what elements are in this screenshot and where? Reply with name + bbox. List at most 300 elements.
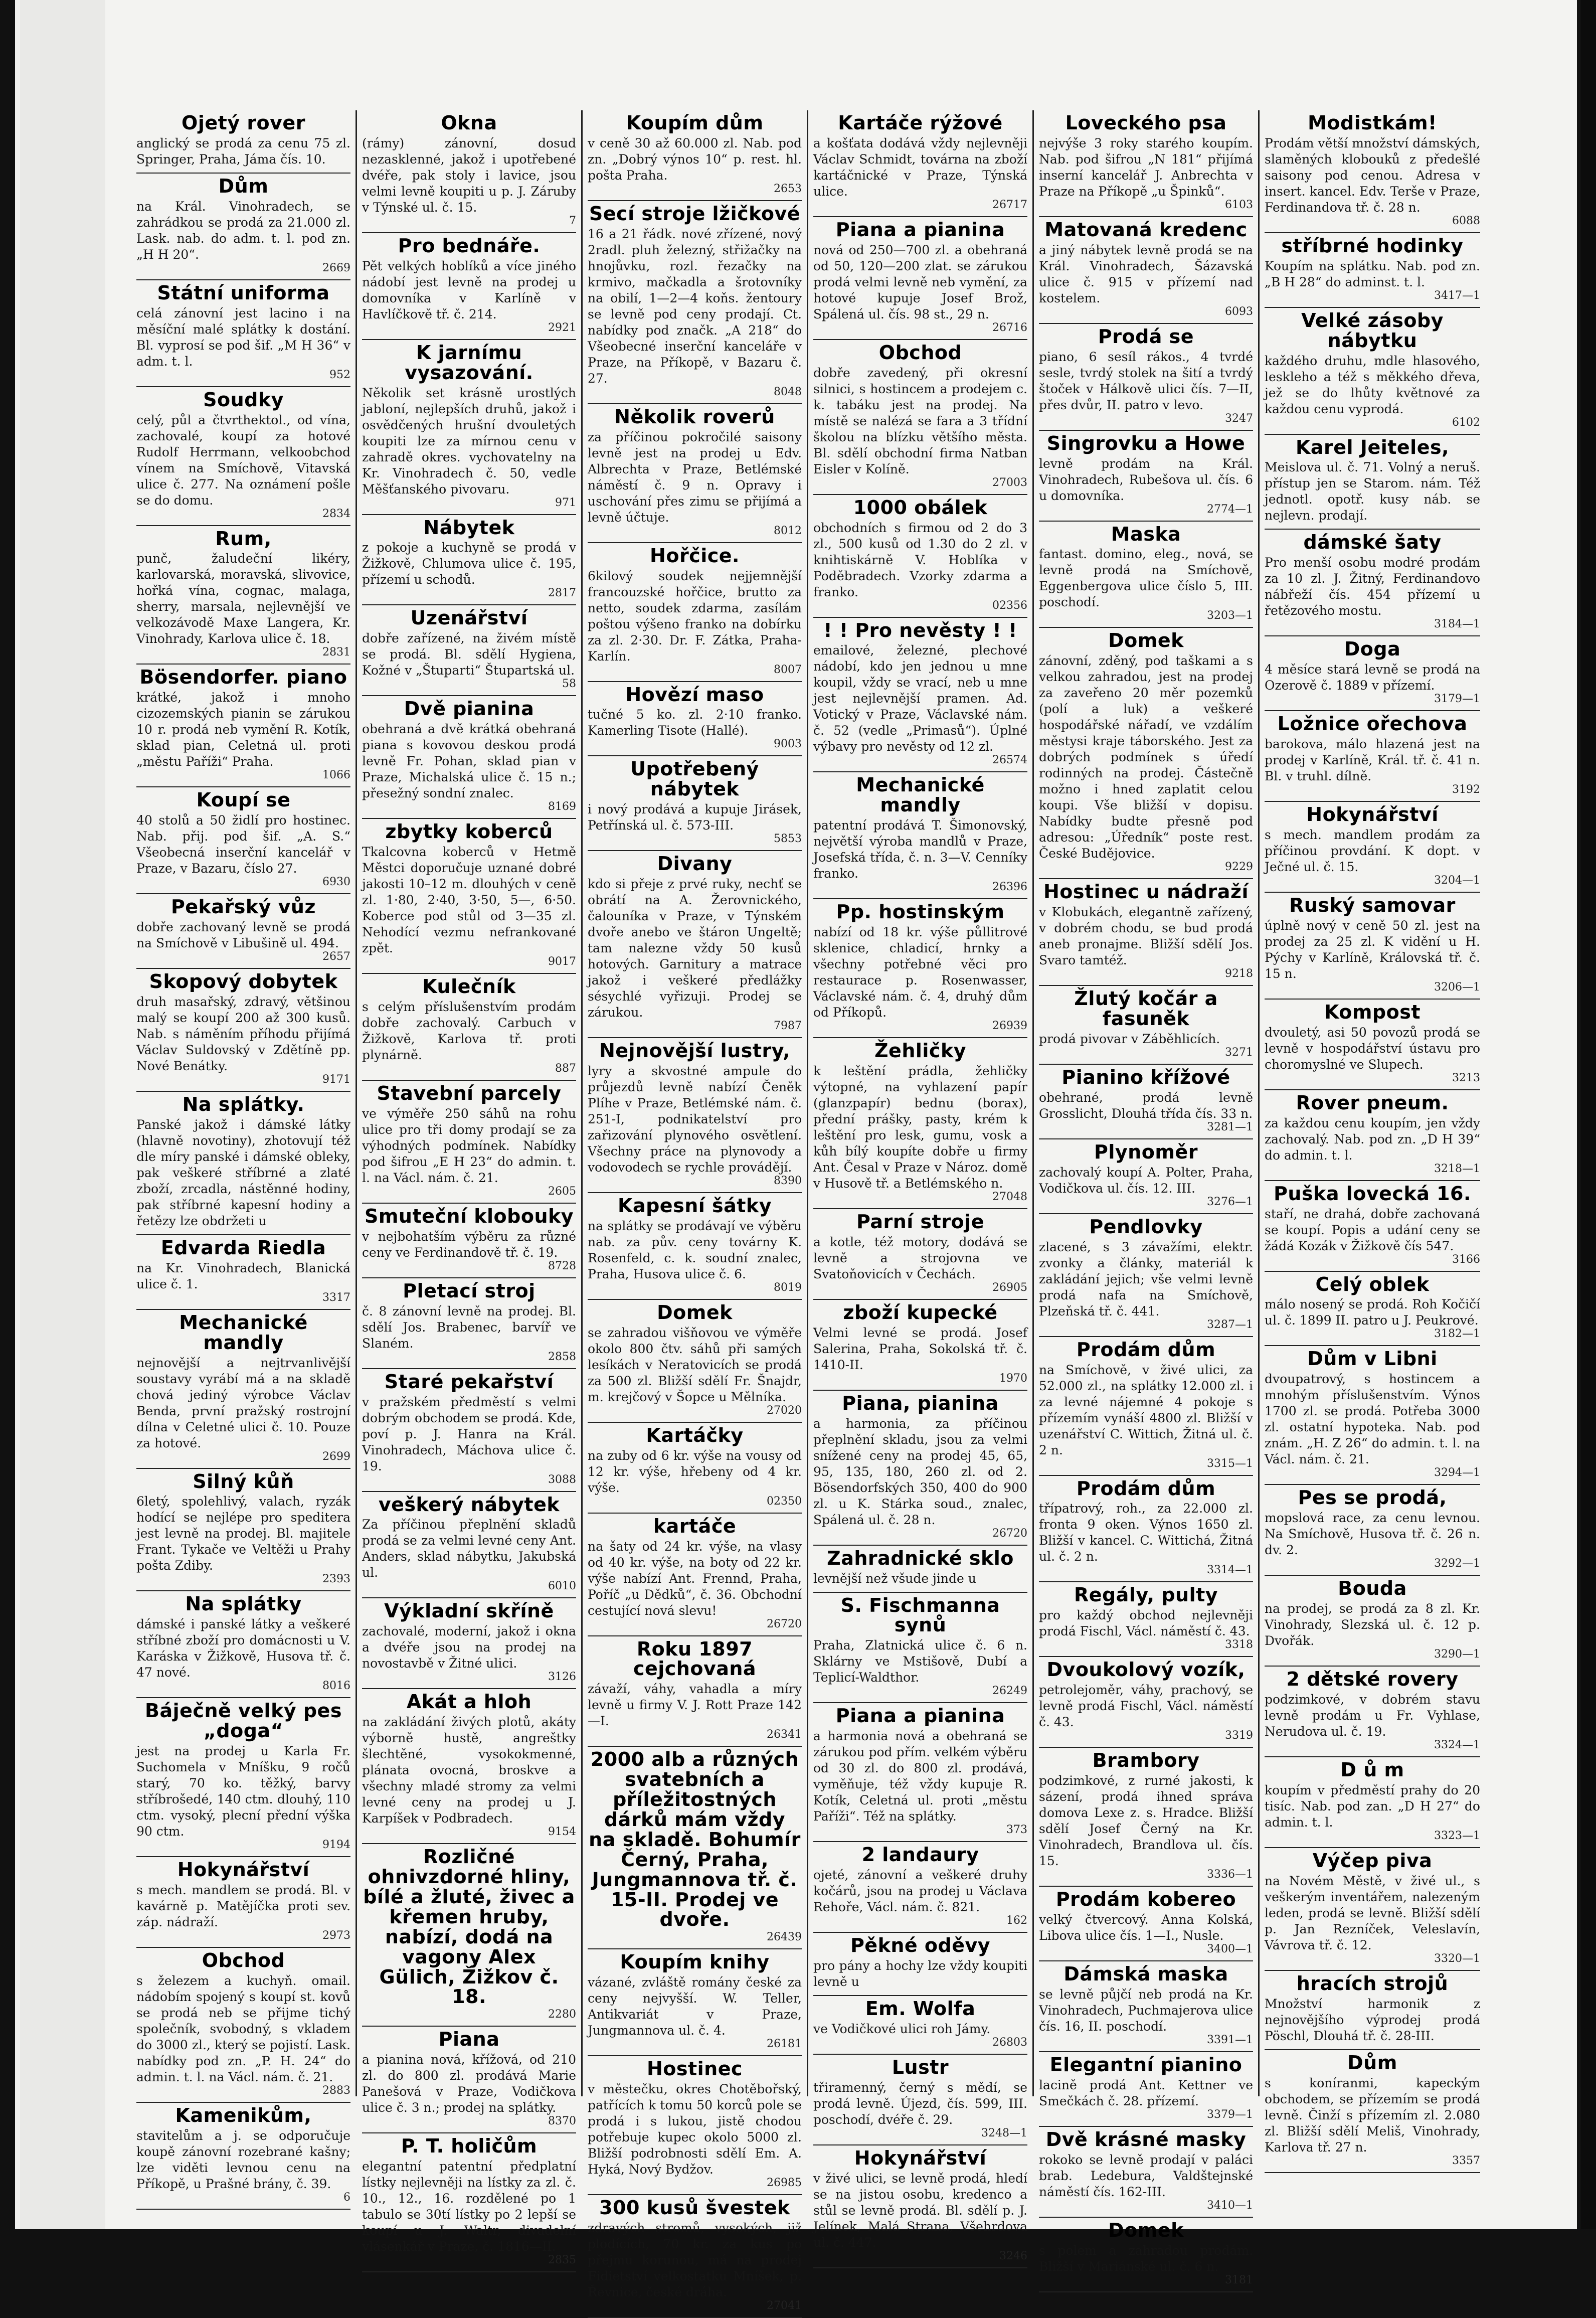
ad-heading: Elegantní pianino: [1049, 2053, 1243, 2076]
classified-ad: [136, 526, 350, 665]
classified-ad: [813, 2055, 1027, 2145]
ad-heading: Plynoměr: [1094, 1140, 1198, 1163]
ad-heading: Prodám kobereo: [1055, 1888, 1236, 1911]
classified-ad: [1265, 636, 1480, 711]
classified-ad: [136, 174, 350, 280]
ad-code: 5853: [774, 833, 802, 846]
classified-ad: [1039, 1139, 1253, 1214]
ad-heading: zbytky koberců: [385, 820, 553, 843]
ad-code: 7987: [774, 1020, 802, 1033]
ad-code: 3319: [1225, 1729, 1253, 1742]
classified-ad: [362, 2027, 576, 2133]
ad-heading: Obchod: [878, 341, 962, 364]
ad-code: 3292—1: [1434, 1557, 1480, 1570]
ad-heading: Piana: [438, 2028, 500, 2051]
ad-body: prodá pivovar v Záběhlicích.: [1039, 1032, 1220, 1047]
ad-body: Tkalcovna koberců v Hetmě Městci doporučuje uznané dobré jakosti 10–12 m. dlouhých v ceně zl. 1·80, 2·40, 3·50, 5—, 6·50. Koberce pod stůl od 3—35 zl. Nehodící vezmu nefrankované zpět.: [362, 845, 576, 956]
ad-code: 26716: [992, 321, 1027, 334]
classified-ad: [1265, 1181, 1480, 1272]
ad-heading: Smuteční klobouky: [364, 1205, 574, 1227]
ad-heading: zboží kupecké: [843, 1301, 998, 1323]
classified-ad: [1039, 1214, 1253, 1337]
ad-heading: Na splátky: [185, 1593, 302, 1615]
ads-column-2: [357, 110, 583, 2267]
classified-ad: [588, 2056, 802, 2195]
ad-body: zánovní, zděný, pod taškami a s velkou zahradou, jest na prodej za zaveřeno 20 měr pozemků (polí a luk) a veškeré hospodářské nářadí, ve vzdálím městysi kraje táborského. Jest za dobrých podmínek s úředí rodinných na prodej. Částečně možno i hned zaplatit celou koupi. Vše bližší v dopisu. Nabídky budte přesně pod adresou: „Úředník“ poste rest. České Budějovice.: [1039, 653, 1253, 861]
classified-ad: [1039, 110, 1253, 217]
ads-column-6: [1260, 110, 1485, 2167]
ad-heading: Singrovku a Howe: [1046, 432, 1246, 454]
ad-body: za příčinou pokročilé saisony levně jest na prodej u Edv. Albrechta v Praze, Betlémské náměstí č. 9 n. Opravy i uschování přes zimu se přijímá a levně účtuje.: [588, 429, 802, 525]
classified-ad: [1265, 1848, 1480, 1971]
ad-heading: Koupím dům: [626, 112, 764, 134]
ad-heading: kartáče: [653, 1515, 737, 1537]
ad-heading: Dům: [218, 175, 269, 197]
ad-code: 3213: [1452, 1071, 1480, 1084]
ad-code: 3181: [1225, 2273, 1253, 2286]
classified-ad: [588, 1636, 802, 1747]
classified-ad: [1039, 1337, 1253, 1476]
ad-code: 3166: [1452, 1253, 1480, 1266]
classified-ad: [1265, 435, 1480, 530]
ad-heading: Dvě krásné masky: [1045, 2128, 1247, 2150]
ad-code: 9171: [322, 1073, 350, 1086]
ad-code: 3400—1: [1207, 1943, 1253, 1956]
ad-body: v nejbohatším výběru za různé ceny ve Ferdinandově tř. č. 19.: [362, 1229, 576, 1260]
ad-body: fantast. domino, eleg., nová, se levně prodá na Smíchově, Eggenbergova ulice číslo 5, III. poschodí.: [1039, 547, 1253, 610]
classified-ad: [362, 515, 576, 606]
ad-code: 3179—1: [1434, 693, 1480, 706]
ad-heading: Dům: [1347, 2051, 1397, 2074]
ad-body: nejvýše 3 roky starého koupím. Nab. pod šifrou „N 181“ přijímá inserní kancelář J. Anbrechta v Praze na Příkopě „u Špinků“.: [1039, 135, 1253, 199]
ad-body: Za příčinou přeplnění skladů prodá se za velmi levné ceny Ant. Anders, sklad nábytku, Jakubská ul.: [362, 1517, 576, 1580]
classified-ad: [1265, 1000, 1480, 1090]
classified-ad: [1265, 110, 1480, 233]
ad-code: 26905: [992, 1281, 1027, 1294]
ad-body: dobře zavedený, při okresní silnici, s hostincem a prodejem c. k. tabáku jest na prodej. Na místě se nalézá se fara a 3 třídní školou na blízku většího města. Bl. sdělí obchodní firma Natban Eisler v Kolíně.: [813, 365, 1027, 476]
classified-ad: [1039, 2218, 1253, 2292]
ad-body: 40 stolů a 50 židlí pro hostinec. Nab. přij. pod šif. „A. S.“ Všeobecná inserční kancelář v Praze, v Bazaru, číslo 27.: [136, 813, 350, 876]
ad-heading: Matovaná kredenc: [1044, 218, 1248, 241]
classified-ad: [588, 404, 802, 543]
page-margin: [20, 0, 105, 2229]
ad-code: 3320—1: [1434, 1952, 1480, 1965]
ad-code: 3218—1: [1434, 1162, 1480, 1175]
ad-heading: Báječně velký pes „doga“: [145, 1700, 342, 1742]
ad-code: 1970: [999, 1372, 1027, 1385]
ad-code: 9017: [548, 955, 576, 968]
ad-body: druh masařský, zdravý, většinou malý se koupí 200 až 300 kusů. Nab. s náměním příhodu přijímá Václav Suldovský v Zdětíně pp. Nové Benátky.: [136, 995, 350, 1074]
ad-code: 26396: [992, 881, 1027, 894]
ad-body: emailové, železné, plechové nádobí, kdo jen jednou u mne koupil, vždy se vrací, neb u mne jest nejlevnější pramen. Ad. Votický v Praze, Václavské nám. č. 52 (vedle „Primasů“). Úplné výbavy pro nevěsty od 12 zl.: [813, 643, 1027, 754]
ad-heading: Kapesní šátky: [618, 1195, 772, 1217]
ad-body: v Klobukách, elegantně zařízený, v dobrém chodu, se bud prodá aneb pronajme. Bližší sdělí Jos. Svaro tamtéž.: [1039, 905, 1253, 968]
ad-heading: Ložnice ořechova: [1277, 713, 1468, 735]
classified-ad: [813, 1996, 1027, 2055]
ad-heading: Bösendorfer. piano: [139, 666, 347, 689]
ad-heading: Mechanické mandly: [856, 774, 985, 816]
ad-heading: Silný kůň: [193, 1470, 294, 1493]
ad-body: ojeté, zánovní a veškeré druhy kočárů, jsou na prodej u Václava Rehoře, Václ. nám. č. 821.: [813, 1868, 1027, 1915]
classified-ad: [813, 110, 1027, 217]
classified-ad: [588, 1038, 802, 1193]
classified-ad: [588, 1423, 802, 1514]
classified-ad: [1265, 1090, 1480, 1181]
ad-heading: Nábytek: [423, 516, 515, 539]
ad-code: 58: [562, 678, 576, 691]
ad-body: v pražském předměstí s velmi dobrým obchodem se prodá. Kde, poví p. J. Hanra na Král. Vinohradech, Máchova ulice č. 19.: [362, 1394, 576, 1473]
ad-code: 3318: [1225, 1638, 1253, 1651]
ad-code: 3336—1: [1207, 1868, 1253, 1881]
ad-heading: Em. Wolfa: [865, 1998, 976, 2020]
ad-body: Pět velkých hoblíků a více jiného nádobí jest levně na prodej u domovníka v Karlíně v Havlíčkově tř. č. 214.: [362, 258, 576, 321]
classified-ad: [588, 543, 802, 682]
ad-body: na šaty od 24 kr. výše, na vlasy od 40 kr. výše, na boty od 22 kr. výše nabízí Ant. Frennd, Praha, Poříč „u Dědků“, č. 36. Obchodní cestující nová slevu!: [588, 1539, 802, 1618]
ad-body: z pokoje a kuchyně se prodá v Žižkově, Chlumova ulice č. 195, přízemí u schodů.: [362, 540, 576, 587]
ad-heading: Hostinec: [646, 2058, 743, 2080]
ad-code: 8728: [548, 1259, 576, 1272]
classified-ad: [588, 2195, 802, 2318]
ad-code: 3206—1: [1434, 980, 1480, 994]
ad-body: dámské i panské látky a veškeré stříbné zboží pro domácnosti u V. Karáska v Žižkově, Husova tř. č. 47 nové.: [136, 1617, 350, 1680]
ad-body: závaží, váhy, vahadla a míry levně u firmy V. J. Rott Praze 142—I.: [588, 1682, 802, 1729]
ad-code: 3271: [1225, 1046, 1253, 1059]
ad-code: 2921: [548, 321, 576, 334]
ad-code: 3246: [999, 2249, 1027, 2262]
classified-ad: [813, 1300, 1027, 1391]
classified-ad: [588, 851, 802, 1038]
ad-heading: hracích strojů: [1296, 1972, 1449, 1995]
ad-code: 26249: [992, 1685, 1027, 1698]
ad-code: 8019: [774, 1281, 802, 1294]
classified-ad: [136, 894, 350, 969]
ad-heading: Výčep piva: [1312, 1849, 1433, 1872]
classified-ad: [588, 110, 802, 201]
classified-ad: [1265, 530, 1480, 636]
ad-body: podzimkové, z rurné jakosti, k sázení, prodá ihned správa domova Lexe z. s. Hradce. Bližší sdělí Josef Černý na Kr. Vinohradech, Brandlova ul. čís. 15.: [1039, 1773, 1253, 1869]
ad-heading: Nejnovější lustry,: [599, 1040, 791, 1062]
ad-body: zachovalý koupí A. Polter, Praha, Vodičkova ul. čís. 12. III.: [1039, 1165, 1253, 1196]
ad-heading: Hokynářství: [1306, 803, 1439, 826]
ad-code: 3276—1: [1207, 1195, 1253, 1208]
classified-ad: [362, 1369, 576, 1492]
ad-body: na Novém Městě, v živé ul., s veškerým inventářem, nalezeným leden, prodá se levně. Bližší sdělí p. Jan Rezníček, Veleslavín, Vávrova tř. č. 12.: [1265, 1873, 1480, 1952]
ad-code: 26803: [992, 2036, 1027, 2049]
ad-body: za každou cenu koupím, jen vždy zachovalý. Nab. pod zn. „D H 39“ do admin. t. l.: [1265, 1115, 1480, 1163]
ad-code: 3203—1: [1207, 609, 1253, 622]
ad-heading: Divany: [657, 853, 733, 875]
ad-code: 8007: [774, 663, 802, 676]
ad-body: na Kr. Vinohradech, Blanická ulice č. 1.: [136, 1260, 350, 1291]
ad-code: 2653: [774, 182, 802, 195]
ad-body: anglický se prodá za cenu 75 zl. Springer, Praha, Jáma čís. 10.: [136, 135, 350, 167]
classified-ads-grid: [131, 110, 1485, 2312]
classified-ad: [362, 340, 576, 515]
classified-ad: [136, 110, 350, 174]
ad-body: punč, žaludeční likéry, karlovarská, moravská, slivovice, hořká vína, cognac, malaga, sherry, marsala, nejlevnější ve velkozávodě Maxe Langera, Kr. Vinohrady, Karlova ulice č. 18.: [136, 551, 350, 646]
ad-heading: Rum,: [215, 527, 272, 550]
ad-body: s železem a kuchyň. omail. nádobím spojený s koupí st. kovů se prodá neb se přijme tichý společník, svobodný, s vkladem do 3000 zl., který se pojistí. Lask. nabídky pod zn. „P. H. 24“ do admin. t. l. na Václ. nám. č. 21.: [136, 1973, 350, 2084]
ad-heading: Soudky: [203, 388, 284, 411]
classified-ad: [813, 217, 1027, 340]
ad-heading: Stavební parcely: [377, 1082, 562, 1105]
ad-code: 2831: [322, 646, 350, 659]
ad-code: 2834: [322, 507, 350, 520]
ad-heading: Celý oblek: [1315, 1273, 1430, 1295]
ad-heading: Pekařský vůz: [170, 896, 316, 918]
ad-heading: Rozličné ohnivzdorné hliny, bílé a žluté, živec a křemen hruby, nabízí, dodá na vagony Alex Gülich, Žižkov č. 18.: [363, 1846, 575, 2008]
ad-heading: Ruský samovar: [1289, 894, 1456, 917]
ad-body: a harmonia nová a obehraná se zárukou pod přím. velkém výběru od 30 zl. do 800 zl. prodává, vyměňuje, též vždy kupuje R. Kotík, Celetná ul. proti „městu Paříži“. Též na splátky.: [813, 1729, 1027, 1824]
classified-ad: [362, 1081, 576, 1204]
classified-ad: [362, 1278, 576, 1369]
ad-body: na Král. Vinohradech, se zahrádkou se prodá za 21.000 zl. Lask. nab. do adm. t. l. pod zn. „H H 20“.: [136, 199, 350, 262]
ad-body: celý, půl a čtvrthektol., od vína, zachovalé, koupí za hotové Rudolf Herrmann, velkoobchod vínem na Smíchově, Vitavská ulice č. 277. Na oznámení pošle se do domu.: [136, 412, 350, 508]
classified-ad: [813, 1593, 1027, 1704]
ad-body: se levně půjčí neb prodá na Kr. Vinohradech, Puchmajerova ulice čís. 16, II. poschodí.: [1039, 1986, 1253, 2034]
ad-body: zlacené, s 3 závažími, elektr. zvonky a články, materiál k zakládání jejich; vše velmi levně prodá nafa na Smíchově, Plzeňská tř. č. 441.: [1039, 1239, 1253, 1318]
classified-ad: [588, 1747, 802, 1949]
ad-code: 2835: [548, 2254, 576, 2267]
classified-ad: [1265, 308, 1480, 435]
ad-code: 9003: [774, 738, 802, 751]
ad-body: nová od 250—700 zl. a obehraná od 50, 120—200 zlat. se zárukou prodá velmi levně neb vymění, za hotové kupuje Josef Brož, Spálená ul. čís. 98 st., 29 n.: [813, 242, 1027, 321]
ad-heading: Hořčice.: [650, 544, 740, 567]
ad-code: 2973: [322, 1929, 350, 1942]
classified-ad: [136, 787, 350, 894]
classified-ad: [136, 1092, 350, 1235]
classified-ad: [813, 1546, 1027, 1593]
ad-body: elegantní patentní předplatní lístky nejlevněji na lístky za zl. č. 10., 12., 16. rozdělené po 1 tabulo se 30tí lístky po 2 lepší se koupí u J. Waltr, divadelní vlásenkář v Praze, č. 1816—II.: [362, 2159, 576, 2254]
ad-heading: D ů m: [1340, 1759, 1404, 1781]
classified-ad: [588, 1193, 802, 1300]
ad-heading: Modistkám!: [1308, 112, 1437, 134]
ad-body: nejnovější a nejtrvanlivější soustavy vyrábí má a na skladě chová jediný výrobce Václav Benda, první pražský rostrojní dílna v Celetné ulici č. 10. Pouze za hotové.: [136, 1355, 350, 1450]
ad-body: piano, 6 sesíl rákos., 4 tvrdé sesle, tvrdý stolek na šití a tvrdý štoček v Hálkově ulici čís. 7—II, přes dvůr, II. patro v levo.: [1039, 349, 1253, 412]
ad-code: 8048: [774, 385, 802, 398]
ad-code: 3247: [1225, 412, 1253, 425]
classified-ad: [813, 772, 1027, 899]
classified-ad: [362, 110, 576, 233]
ad-code: 6102: [1452, 416, 1480, 429]
ad-code: 3088: [548, 1473, 576, 1486]
ad-body: (rámy) zánovní, dosud nezasklenné, jakož i upotřebené dvéře, pak stoly i lavice, jsou velmi levně koupiti u p. J. Záruby v Týnské ul. č. 15.: [362, 135, 576, 215]
ad-body: i nový prodává a kupuje Jirásek, Petřínská ul. č. 573-III.: [588, 802, 802, 833]
ad-code: 3410—1: [1207, 2199, 1253, 2212]
ads-column-5: [1034, 110, 1260, 2286]
ad-heading: ! ! Pro nevěsty ! !: [823, 619, 1017, 641]
ad-body: podzimkové, v dobrém stavu levně prodám u Fr. Vyhlase, Nerudova ul. č. 19.: [1265, 1692, 1480, 1739]
ad-heading: Hokynářství: [854, 2146, 987, 2169]
ad-body: celá zánovní jest lacino i na měsíční malé splátky k dostání. Bl. vyprosí se pod šif. „M H 36“ v adm. t. l.: [136, 305, 350, 369]
ad-body: vázané, zvláště romány české za ceny nejvyšší. W. Teller, Antikvariát v Praze, Jungmannova ul. č. 4.: [588, 1975, 802, 2038]
ad-body: Prodám větší množství dámských, slaměných klobouků z předešlé saisony pod cenou. Adresa v insert. kancel. Edv. Terše v Praze, Ferdinandova tř. č. 28 n.: [1265, 135, 1480, 215]
ad-heading: Skopový dobytek: [149, 970, 338, 993]
ad-code: 3317: [322, 1291, 350, 1304]
ad-code: 3357: [1452, 2154, 1480, 2167]
ad-heading: Dámská maska: [1063, 1963, 1228, 1985]
classified-ad: [1265, 1757, 1480, 1848]
ad-heading: Puška lovecká 16.: [1274, 1182, 1471, 1205]
ad-body: každého druhu, mdle hlasového, leskleho a též s měkkého dřeva, jež se do lhůty květnové za každou cenu vyprodá.: [1265, 353, 1480, 416]
ad-heading: 1000 obálek: [853, 496, 988, 519]
ad-code: 3290—1: [1434, 1648, 1480, 1661]
ad-code: 6088: [1452, 214, 1480, 227]
classified-ad: [362, 1844, 576, 2027]
ad-code: 3287—1: [1207, 1318, 1253, 1331]
ad-body: krátké, jakož i mnoho cizozemských pianin se zárukou 10 r. prodá neb vymění R. Kotík, sklad pian, Celetná ul. proti „městu Paříži“ Praha.: [136, 690, 350, 769]
ad-code: 2817: [548, 587, 576, 600]
ad-code: 952: [329, 368, 350, 381]
ad-body: na splátky se prodávají ve výběru nab. za pův. ceny továrny K. Rosenfeld, c. k. soudní znalec, Praha, Husova ulice č. 6.: [588, 1218, 802, 1281]
ad-code: 26720: [992, 1527, 1027, 1540]
ad-heading: P. T. holičům: [401, 2135, 538, 2158]
ad-heading: 2 dětské rovery: [1286, 1668, 1459, 1691]
ad-body: Velmi levné se prodá. Josef Salerina, Praha, Sokolská tř. č. 1410-II.: [813, 1325, 1027, 1372]
ad-body: Množství harmonik z nejnovějšího výprodej prodá Pöschl, Dlouhá tř. č. 28-III.: [1265, 1996, 1480, 2043]
ad-body: dobře zachovaný levně se prodá na Smíchově v Libušině ul. 494.: [136, 920, 350, 951]
ad-body: na Smíchově, v živé ulici, za 52.000 zl., na splátky 12.000 zl. i za levné nájemné 4 pokoje s přízemím vynáší 4800 zl. Bližší v uzenářství C. Wittich, Žitná ul. č. 2 n.: [1039, 1362, 1253, 1457]
classified-ad: [1039, 628, 1253, 879]
ad-body: v městečku, okres Chotěbořský, patřících k tomu 50 korců pole se prodá i s lukou, jistě chodou potřebuje kupec okolo 5000 zl. Bližší podrobnosti sdělí Em. A. Hyká, Nový Bydžov.: [588, 2082, 802, 2177]
classified-ad: [588, 682, 802, 757]
ad-body: a jiný nábytek levně prodá se na Král. Vinohradech, Šázavská ulice č. 915 v přízemí nad kostelem.: [1039, 242, 1253, 305]
ad-code: 27048: [992, 1191, 1027, 1204]
ad-code: 2858: [548, 1350, 576, 1363]
ad-code: 6930: [322, 876, 350, 889]
ad-code: 26439: [767, 1931, 802, 1944]
classified-ad: [1265, 1576, 1480, 1667]
classified-ad: [362, 696, 576, 819]
ad-heading: 2 landaury: [861, 1844, 979, 1866]
ad-code: 8390: [774, 1175, 802, 1188]
ad-heading: Zahradnické sklo: [827, 1547, 1014, 1569]
classified-ad: [1265, 1346, 1480, 1485]
classified-ad: [362, 819, 576, 974]
ad-body: a košťata dodává vždy nejlevněji Václav Schmidt, továrna na zboží kartáčnické v Praze, Týnská ulice.: [813, 135, 1027, 199]
classified-ad: [813, 1933, 1027, 1996]
classified-ad: [136, 1310, 350, 1469]
ads-column-3: [583, 110, 808, 2312]
classified-ad: [813, 1391, 1027, 1546]
classified-ad: [362, 605, 576, 696]
classified-ad: [1039, 1748, 1253, 1887]
ad-body: patentní prodává T. Šimonovský, největší výroba mandlů v Praze, Josefská třída, č. n. 3—V. Cenníky franko.: [813, 818, 1027, 881]
ad-body: Meislova ul. č. 71. Volný a neruš. přístup jen se Starom. nám. Též jednotl. opotř. kusy náb. se nejlevn. prodají.: [1265, 460, 1480, 523]
ad-heading: Roku 1897 cejchovaná: [633, 1637, 757, 1680]
ad-heading: Maska: [1111, 523, 1181, 545]
ad-heading: Pendlovky: [1089, 1215, 1203, 1238]
ad-body: s mech. mandlem prodám za příčinou provdání. K dopt. v Ječné ul. č. 15.: [1265, 827, 1480, 875]
classified-ad: [136, 969, 350, 1092]
ad-code: 2774—1: [1207, 503, 1253, 516]
ad-code: 27003: [992, 476, 1027, 489]
ad-body: obehrané, prodá levně Grosslicht, Dlouhá třída čís. 33 n.: [1039, 1090, 1253, 1121]
classified-ad: [136, 280, 350, 387]
ad-code: 9154: [548, 1826, 576, 1839]
ad-code: 3126: [548, 1671, 576, 1684]
ad-code: 2393: [322, 1573, 350, 1586]
ad-body: na zuby od 6 kr. výše na vousy od 12 kr. výše, hřebeny od 4 kr. výše.: [588, 1448, 802, 1495]
ad-code: 2605: [548, 1185, 576, 1198]
ad-heading: S. Fischmanna synů: [840, 1594, 1000, 1636]
ad-heading: dámské šaty: [1303, 531, 1442, 554]
classified-ad: [136, 1857, 350, 1948]
ad-heading: Hostinec u nádraží: [1043, 881, 1249, 903]
ad-heading: Státní uniforma: [157, 281, 330, 304]
classified-ad: [1039, 986, 1253, 1065]
classified-ad: [813, 618, 1027, 773]
classified-ad: [136, 1591, 350, 1698]
classified-ad: [1039, 2052, 1253, 2127]
ad-body: třípatrový, roh., za 22.000 zl. fronta 9 oken. Výnos 1650 zl. Bližší v kancel. C. Wittichá, Žitná ul. č. 2 n.: [1039, 1501, 1253, 1564]
ad-heading: 300 kusů švestek: [599, 2197, 790, 2219]
ad-code: 3323—1: [1434, 1829, 1480, 1842]
classified-ad: [588, 1949, 802, 2056]
classified-ad: [362, 2133, 576, 2272]
ad-code: 3182—1: [1434, 1328, 1480, 1341]
classified-ad: [588, 1300, 802, 1423]
classified-ad: [1039, 1961, 1253, 2052]
ad-heading: Kompost: [1324, 1001, 1421, 1023]
ad-code: 2883: [322, 2084, 350, 2097]
ad-code: 02356: [992, 599, 1027, 612]
classified-ad: [1265, 1971, 1480, 2050]
classified-ad: [1039, 1065, 1253, 1139]
ad-heading: Akát a hloh: [406, 1691, 532, 1713]
ad-heading: Hokynářství: [177, 1859, 310, 1881]
ad-body: 6letý, spolehlivý, valach, ryzák hodící se nejlépe pro speditera jest levně na prodej. Bl. majitele Frant. Tykače ve Veltěži u Prahy pošta Zdiby.: [136, 1494, 350, 1573]
ads-column-4: [808, 110, 1034, 2262]
ad-code: 26717: [992, 198, 1027, 211]
ad-body: na prodej, se prodá za 8 zl. Kr. Vinohrady, Slezská ul. č. 12 p. Dvořák.: [1265, 1601, 1480, 1648]
newspaper-page: [15, 0, 1577, 2312]
ad-heading: Velké zásoby nábytku: [1301, 309, 1444, 352]
ad-heading: Regály, pulty: [1074, 1584, 1218, 1606]
ad-body: k leštění prádla, žehličky výtopné, na vyhlazení papír (glanzpapír) bednu (borax), přední prášky, pasty, krém k leštění pro lesk, gumu, vosk a kůh bílý koupíte dobře u firmy Ant. Česal v Praze v Nároz. domě v Husově tř. a Betlémského n.: [813, 1064, 1027, 1191]
ad-code: 9194: [322, 1839, 350, 1852]
ad-body: stavitelům a j. se odporučuje koupě zánovní rozebrané kašny; lze viděti levnou cenu na Příkopě, u Prašné brány, č. 39.: [136, 2128, 350, 2191]
ad-body: a pianina nová, křížová, od 210 zl. do 800 zl. prodává Marie Panešová v Praze, Vodičkova ulice č. 3 n.; prodej na splátky.: [362, 2052, 576, 2115]
ad-code: 2280: [548, 2008, 576, 2021]
classified-ad: [1039, 1657, 1253, 1748]
ad-heading: Doga: [1344, 638, 1401, 660]
ad-heading: Upotřebený nábytek: [630, 758, 759, 800]
ad-heading: Výkladní skříně: [384, 1600, 554, 1622]
classified-ad: [1265, 893, 1480, 1000]
ad-body: 16 a 21 řádk. nové zřízené, nový 2radl. pluh železný, střižačky na hnojůvku, rozl. řezačky na krmivo, mačkadla a šrotovníky na obilí, 1—2—4 koňs. žentoury se levně pod ceny prodají. Ct. nabídky pod značk. „A 218“ do Všeobecné inserční kanceláře v Praze, na Příkopě, v Bazaru č. 27.: [588, 226, 802, 386]
ad-heading: Domek: [1108, 2219, 1184, 2241]
ad-body: velký čtvercový. Anna Kolská, Libova ulice čís. 1—I., Nusle.: [1039, 1912, 1253, 1943]
ad-body: dvoupatrový, s hostincem a mnohým příslušenstvím. Výnos 1700 zl. se prodá. Potřeba 3000 zl. ostatní hypoteka. Nab. pod znám. „H. Z 26“ do admin. t. l. na Václ. nám. č. 21.: [1265, 1372, 1480, 1467]
ad-body: a harmonia, za příčinou přeplnění skladu, jsou za velmi snížené ceny na prodej 45, 65, 95, 135, 180, 260 zl. od 2. Bösendorfských 350, 400 do 900 zl. u K. Stárka soud., znalec, Spálená ul. č. 28 n.: [813, 1416, 1027, 1527]
ad-body: pro každý obchod nejlevněji prodá Fischl, Václ. náměstí č. 43.: [1039, 1608, 1253, 1639]
classified-ad: [362, 1598, 576, 1689]
ad-code: 3324—1: [1434, 1739, 1480, 1752]
ad-code: 3315—1: [1207, 1457, 1253, 1470]
ad-code: 2669: [322, 261, 350, 274]
ad-heading: Bouda: [1338, 1577, 1407, 1600]
ad-heading: Pletací stroj: [403, 1279, 536, 1302]
ad-body: levně prodám na Král. Vinohradech, Rubešova ul. čís. 6 u domovníka.: [1039, 456, 1253, 503]
ad-body: jest na prodej u Karla Fr. Suchomela v Mníšku, 9 ročů starý, 70 ko. těžký, barvy stříbrošedé, 140 ctm. dlouhý, 110 ctm. vysoký, plecní přední výška 90 ctm.: [136, 1744, 350, 1839]
ad-heading: Dvoukolový vozík,: [1046, 1659, 1246, 1681]
ad-body: barokova, málo hlazená jest na prodej v Karlíně, Král. tř. č. 41 n. Bl. v truhl. dílně.: [1265, 737, 1480, 784]
ad-heading: Staré pekařství: [384, 1370, 554, 1393]
classified-ad: [588, 1514, 802, 1636]
ad-code: 8016: [322, 1680, 350, 1693]
classified-ad: [1039, 522, 1253, 628]
